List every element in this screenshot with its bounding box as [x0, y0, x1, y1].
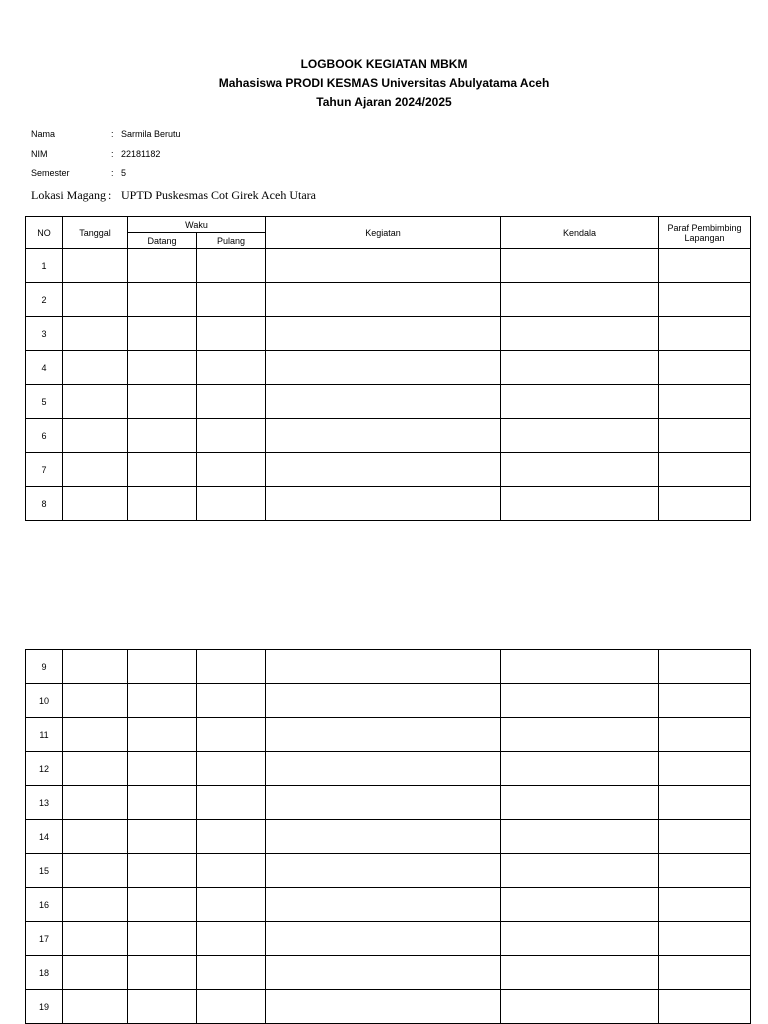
- kendala-cell[interactable]: [501, 283, 659, 317]
- logbook-table-page1: [25, 216, 751, 521]
- paraf-cell[interactable]: [659, 453, 751, 487]
- table-row: [26, 956, 751, 990]
- lokasi-separator: :: [108, 188, 112, 202]
- kegiatan-cell[interactable]: [266, 249, 501, 283]
- table-row: [26, 990, 751, 1024]
- header-no: NO: [26, 217, 63, 249]
- datang-cell[interactable]: [128, 888, 197, 922]
- pulang-cell[interactable]: [197, 888, 266, 922]
- kendala-cell[interactable]: [501, 453, 659, 487]
- datang-cell[interactable]: [128, 752, 197, 786]
- datang-cell[interactable]: [128, 453, 197, 487]
- row-number: 12: [26, 752, 63, 786]
- table-row: [26, 718, 751, 752]
- pulang-cell[interactable]: [197, 385, 266, 419]
- pulang-cell[interactable]: [197, 786, 266, 820]
- title-line-1: LOGBOOK KEGIATAN MBKM: [300, 57, 468, 71]
- datang-cell[interactable]: [128, 317, 197, 351]
- tanggal-cell[interactable]: [63, 684, 128, 718]
- pulang-cell[interactable]: [197, 854, 266, 888]
- table-row: [26, 487, 751, 521]
- row-number: 17: [26, 922, 63, 956]
- kegiatan-cell[interactable]: [266, 684, 501, 718]
- datang-cell[interactable]: [128, 650, 197, 684]
- tanggal-cell[interactable]: [63, 922, 128, 956]
- kegiatan-cell[interactable]: [266, 419, 501, 453]
- table-row: [26, 453, 751, 487]
- info-lokasi: [31, 188, 316, 203]
- pulang-cell[interactable]: [197, 351, 266, 385]
- pulang-cell[interactable]: [197, 453, 266, 487]
- row-number: 5: [26, 385, 63, 419]
- kendala-cell[interactable]: [501, 786, 659, 820]
- row-number: 7: [26, 453, 63, 487]
- row-number: 19: [26, 990, 63, 1024]
- tanggal-cell[interactable]: [63, 283, 128, 317]
- tanggal-cell[interactable]: [63, 854, 128, 888]
- info-semester: [31, 167, 126, 179]
- nim-value: 22181182: [121, 149, 161, 159]
- row-number: 15: [26, 854, 63, 888]
- tanggal-cell[interactable]: [63, 487, 128, 521]
- paraf-cell[interactable]: [659, 752, 751, 786]
- row-number: 14: [26, 820, 63, 854]
- table-row: [26, 820, 751, 854]
- kegiatan-cell[interactable]: [266, 820, 501, 854]
- info-nama: [31, 128, 181, 140]
- kendala-cell[interactable]: [501, 249, 659, 283]
- kendala-cell[interactable]: [501, 752, 659, 786]
- nim-separator: :: [111, 149, 114, 159]
- paraf-cell[interactable]: [659, 684, 751, 718]
- table-row: [26, 283, 751, 317]
- paraf-cell[interactable]: [659, 351, 751, 385]
- paraf-cell[interactable]: [659, 317, 751, 351]
- row-number: 2: [26, 283, 63, 317]
- datang-cell[interactable]: [128, 956, 197, 990]
- kendala-cell[interactable]: [501, 487, 659, 521]
- row-number: 16: [26, 888, 63, 922]
- kegiatan-cell[interactable]: [266, 317, 501, 351]
- pulang-cell[interactable]: [197, 718, 266, 752]
- nama-label: Nama: [31, 129, 56, 139]
- table-row: [26, 419, 751, 453]
- table-row: [26, 888, 751, 922]
- table-row: [26, 249, 751, 283]
- tanggal-cell[interactable]: [63, 888, 128, 922]
- kegiatan-cell[interactable]: [266, 283, 501, 317]
- tanggal-cell[interactable]: [63, 990, 128, 1024]
- datang-cell[interactable]: [128, 684, 197, 718]
- table-row: [26, 922, 751, 956]
- kegiatan-cell[interactable]: [266, 351, 501, 385]
- paraf-cell[interactable]: [659, 650, 751, 684]
- pulang-cell[interactable]: [197, 820, 266, 854]
- kendala-cell[interactable]: [501, 684, 659, 718]
- paraf-cell[interactable]: [659, 487, 751, 521]
- table-row: [26, 317, 751, 351]
- tanggal-cell[interactable]: [63, 317, 128, 351]
- kegiatan-cell[interactable]: [266, 453, 501, 487]
- paraf-cell[interactable]: [659, 786, 751, 820]
- paraf-cell[interactable]: [659, 820, 751, 854]
- paraf-cell[interactable]: [659, 956, 751, 990]
- header-waku: Waku: [128, 217, 266, 233]
- nama-separator: :: [111, 129, 114, 139]
- kendala-cell[interactable]: [501, 385, 659, 419]
- paraf-cell[interactable]: [659, 249, 751, 283]
- kegiatan-cell[interactable]: [266, 487, 501, 521]
- pulang-cell[interactable]: [197, 956, 266, 990]
- pulang-cell[interactable]: [197, 752, 266, 786]
- header-kegiatan: Kegiatan: [266, 217, 501, 249]
- header-pulang: Pulang: [197, 233, 266, 249]
- pulang-cell[interactable]: [197, 922, 266, 956]
- logbook-table-page2: [25, 649, 751, 1024]
- datang-cell[interactable]: [128, 718, 197, 752]
- datang-cell[interactable]: [128, 283, 197, 317]
- table-row: [26, 650, 751, 684]
- datang-cell[interactable]: [128, 351, 197, 385]
- paraf-cell[interactable]: [659, 385, 751, 419]
- semester-value: 5: [121, 168, 127, 178]
- datang-cell[interactable]: [128, 249, 197, 283]
- row-number: 3: [26, 317, 63, 351]
- datang-cell[interactable]: [128, 419, 197, 453]
- header-tanggal: Tanggal: [63, 217, 128, 249]
- lokasi-value: UPTD Puskesmas Cot Girek Aceh Utara: [121, 188, 316, 202]
- kendala-cell[interactable]: [501, 990, 659, 1024]
- datang-cell[interactable]: [128, 820, 197, 854]
- kegiatan-cell[interactable]: [266, 385, 501, 419]
- tanggal-cell[interactable]: [63, 249, 128, 283]
- kegiatan-cell[interactable]: [266, 752, 501, 786]
- info-nim: [31, 148, 160, 160]
- tanggal-cell[interactable]: [63, 385, 128, 419]
- row-number: 4: [26, 351, 63, 385]
- pulang-cell[interactable]: [197, 317, 266, 351]
- pulang-cell[interactable]: [197, 684, 266, 718]
- paraf-cell[interactable]: [659, 888, 751, 922]
- paraf-cell[interactable]: [659, 419, 751, 453]
- row-number: 18: [26, 956, 63, 990]
- tanggal-cell[interactable]: [63, 752, 128, 786]
- datang-cell[interactable]: [128, 786, 197, 820]
- datang-cell[interactable]: [128, 990, 197, 1024]
- kendala-cell[interactable]: [501, 351, 659, 385]
- title-line-2: Mahasiswa PRODI KESMAS Universitas Abulyatama Aceh: [218, 76, 550, 90]
- tanggal-cell[interactable]: [63, 820, 128, 854]
- tanggal-cell[interactable]: [63, 786, 128, 820]
- kendala-cell[interactable]: [501, 854, 659, 888]
- table-row: [26, 351, 751, 385]
- row-number: 11: [26, 718, 63, 752]
- table-row: [26, 684, 751, 718]
- kegiatan-cell[interactable]: [266, 990, 501, 1024]
- row-number: 9: [26, 650, 63, 684]
- paraf-cell[interactable]: [659, 854, 751, 888]
- datang-cell[interactable]: [128, 487, 197, 521]
- kendala-cell[interactable]: [501, 922, 659, 956]
- pulang-cell[interactable]: [197, 419, 266, 453]
- datang-cell[interactable]: [128, 385, 197, 419]
- pulang-cell[interactable]: [197, 650, 266, 684]
- table-row: [26, 786, 751, 820]
- kegiatan-cell[interactable]: [266, 786, 501, 820]
- tanggal-cell[interactable]: [63, 956, 128, 990]
- tanggal-cell[interactable]: [63, 718, 128, 752]
- kegiatan-cell[interactable]: [266, 888, 501, 922]
- row-number: 1: [26, 249, 63, 283]
- kendala-cell[interactable]: [501, 419, 659, 453]
- datang-cell[interactable]: [128, 922, 197, 956]
- kendala-cell[interactable]: [501, 820, 659, 854]
- pulang-cell[interactable]: [197, 487, 266, 521]
- row-number: 6: [26, 419, 63, 453]
- kegiatan-cell[interactable]: [266, 650, 501, 684]
- lokasi-label: Lokasi Magang: [31, 188, 106, 202]
- paraf-cell[interactable]: [659, 922, 751, 956]
- kegiatan-cell[interactable]: [266, 854, 501, 888]
- nama-value: Sarmila Berutu: [121, 129, 181, 139]
- tanggal-cell[interactable]: [63, 650, 128, 684]
- paraf-cell[interactable]: [659, 283, 751, 317]
- tanggal-cell[interactable]: [63, 351, 128, 385]
- paraf-cell[interactable]: [659, 990, 751, 1024]
- nim-label: NIM: [31, 149, 48, 159]
- kendala-cell[interactable]: [501, 888, 659, 922]
- header-datang: Datang: [128, 233, 197, 249]
- semester-label: Semester: [31, 168, 70, 178]
- table-row: [26, 854, 751, 888]
- header-paraf: Paraf Pembimbing Lapangan: [659, 217, 751, 249]
- row-number: 10: [26, 684, 63, 718]
- pulang-cell[interactable]: [197, 283, 266, 317]
- kendala-cell[interactable]: [501, 650, 659, 684]
- kendala-cell[interactable]: [501, 718, 659, 752]
- datang-cell[interactable]: [128, 854, 197, 888]
- header-kendala: Kendala: [501, 217, 659, 249]
- kegiatan-cell[interactable]: [266, 922, 501, 956]
- paraf-cell[interactable]: [659, 718, 751, 752]
- semester-separator: :: [111, 168, 114, 178]
- pulang-cell[interactable]: [197, 990, 266, 1024]
- tanggal-cell[interactable]: [63, 453, 128, 487]
- table-row: [26, 752, 751, 786]
- kendala-cell[interactable]: [501, 956, 659, 990]
- row-number: 13: [26, 786, 63, 820]
- tanggal-cell[interactable]: [63, 419, 128, 453]
- row-number: 8: [26, 487, 63, 521]
- table-row: [26, 385, 751, 419]
- pulang-cell[interactable]: [197, 249, 266, 283]
- kegiatan-cell[interactable]: [266, 718, 501, 752]
- kendala-cell[interactable]: [501, 317, 659, 351]
- title-line-3: Tahun Ajaran 2024/2025: [316, 95, 452, 109]
- kegiatan-cell[interactable]: [266, 956, 501, 990]
